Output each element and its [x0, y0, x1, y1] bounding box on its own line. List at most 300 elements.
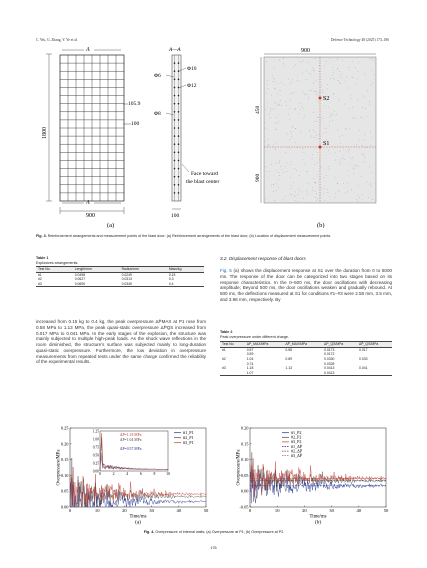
- t2-cell: [283, 371, 322, 376]
- stipple-dot: [300, 81, 301, 82]
- stipple-dot: [297, 75, 298, 76]
- x-tick-label: 20: [302, 508, 307, 513]
- stipple-dot: [333, 70, 334, 71]
- stipple-dot: [333, 94, 334, 95]
- x-axis-label: Time/ms: [309, 514, 327, 520]
- stipple-dot: [309, 130, 310, 131]
- stipple-dot: [333, 93, 334, 94]
- dim-100-a: 100: [131, 121, 140, 127]
- stipple-dot: [299, 61, 300, 62]
- stipple-dot: [265, 123, 266, 124]
- stipple-dot: [275, 149, 276, 150]
- stipple-dot: [283, 63, 284, 64]
- t2-cell: 1.07: [245, 371, 284, 376]
- rebar-dot: [178, 152, 180, 154]
- x-tick-label: 10: [94, 508, 100, 513]
- section-mark-bottom: A: [86, 200, 90, 206]
- fig4-caption-label: Fig. 4.: [143, 530, 155, 534]
- t1-header: Length/mm: [73, 267, 120, 273]
- inset-x-tick-label: 2: [112, 472, 115, 476]
- y-tick-label: 0.20: [60, 441, 69, 447]
- stipple-dot: [328, 192, 329, 193]
- x-tick-label: 40: [356, 508, 362, 513]
- legend-label: #3_P1: [183, 440, 194, 445]
- stipple-dot: [319, 134, 320, 135]
- stipple-dot: [351, 98, 352, 99]
- stipple-dot: [307, 194, 308, 195]
- stipple-dot: [363, 140, 364, 141]
- stipple-dot: [332, 120, 333, 121]
- stipple-dot: [318, 102, 319, 103]
- section-mark-top: A: [86, 47, 90, 53]
- stipple-dot: [265, 141, 266, 142]
- stipple-dot: [291, 188, 292, 189]
- stipple-dot: [322, 85, 323, 86]
- stipple-dot: [294, 66, 295, 67]
- stipple-dot: [270, 108, 271, 109]
- stipple-dot: [332, 75, 333, 76]
- stipple-dot: [337, 68, 338, 69]
- stipple-dot: [312, 154, 313, 155]
- stipple-dot: [334, 115, 335, 116]
- stipple-dot: [361, 176, 362, 177]
- stipple-dot: [360, 117, 361, 118]
- stipple-dot: [333, 78, 334, 79]
- stipple-dot: [323, 193, 324, 194]
- stipple-dot: [309, 90, 310, 91]
- x-tick-label: 0: [68, 508, 72, 513]
- stipple-dot: [318, 94, 319, 95]
- stipple-dot: [346, 77, 347, 78]
- stipple-dot: [351, 94, 352, 95]
- stipple-dot: [347, 150, 348, 151]
- rebar-dot: [178, 70, 180, 72]
- stipple-dot: [311, 137, 312, 138]
- stipple-dot: [315, 197, 316, 198]
- stipple-dot: [363, 154, 364, 155]
- stipple-dot: [340, 83, 341, 84]
- stipple-dot: [370, 104, 371, 105]
- stipple-dot: [306, 190, 307, 191]
- section-label: A—A: [169, 47, 181, 53]
- stipple-dot: [265, 128, 266, 129]
- stipple-dot: [280, 166, 281, 167]
- inset-y-tick-label: 0.50: [92, 453, 99, 458]
- stipple-dot: [306, 95, 307, 96]
- stipple-dot: [277, 105, 278, 106]
- stipple-dot: [298, 113, 299, 114]
- stipple-dot: [315, 58, 316, 59]
- t2-header: Test No.: [220, 342, 245, 348]
- stipple-dot: [360, 140, 361, 141]
- rebar-dot: [178, 111, 180, 113]
- rebar-dot: [178, 79, 180, 81]
- stipple-dot: [299, 103, 300, 104]
- stipple-dot: [317, 162, 318, 163]
- inset-y-tick-label: 0.25: [92, 461, 99, 466]
- stipple-dot: [307, 171, 308, 172]
- stipple-dot: [290, 194, 291, 195]
- stipple-dot: [322, 92, 323, 93]
- stipple-dot: [339, 71, 340, 72]
- fig3-caption-label: Fig. 3.: [36, 234, 47, 238]
- stipple-dot: [314, 164, 315, 165]
- stipple-dot: [292, 79, 293, 80]
- rebar-dot: [178, 103, 180, 105]
- stipple-dot: [267, 80, 268, 81]
- legend-label: #2_P1: [183, 435, 194, 440]
- stipple-dot: [279, 175, 280, 176]
- t2-cell: #3: [222, 366, 226, 371]
- stipple-dot: [328, 166, 329, 167]
- stipple-dot: [371, 173, 372, 174]
- stipple-dot: [356, 68, 357, 69]
- t1-cell: #2: [38, 277, 42, 282]
- stipple-dot: [296, 170, 297, 171]
- t2-cell: 0.89: [285, 357, 292, 362]
- inset-x-tick-label: 0: [99, 472, 101, 476]
- label-phi8: Φ8: [154, 111, 161, 117]
- stipple-dot: [372, 70, 373, 71]
- stipple-dot: [342, 158, 343, 159]
- stipple-dot: [286, 171, 287, 172]
- rebar-dot: [178, 160, 180, 162]
- stipple-dot: [357, 201, 358, 202]
- stipple-dot: [297, 201, 298, 202]
- stipple-dot: [334, 111, 335, 112]
- stipple-dot: [304, 116, 305, 117]
- subfigure-label: (b): [314, 519, 322, 525]
- stipple-dot: [278, 122, 279, 123]
- stipple-dot: [288, 114, 289, 115]
- stipple-dot: [341, 77, 342, 78]
- stipple-dot: [294, 195, 295, 196]
- stipple-dot: [369, 101, 370, 102]
- stipple-dot: [303, 148, 304, 149]
- stipple-dot: [266, 171, 267, 172]
- stipple-dot: [316, 92, 317, 93]
- point-s2: [319, 97, 322, 100]
- stipple-dot: [281, 105, 282, 106]
- stipple-dot: [335, 193, 336, 194]
- stipple-dot: [357, 195, 358, 196]
- section-text: (a) shows the displacement response at S1 over the duration from 0 to 5000 ms. The response of the door can be categorized into two stages based on its response characteristics. In the 0–500 ms, the door oscillations with decreasing amplitude; Beyond 500 ms, the door oscillations weaken and gradually rebound. At 500 ms, the deflections measured at S1 for conditions #1–#3 were 2.58 mm, 3.5 mm, and 3.98 mm, respectively. By: [220, 268, 393, 302]
- stipple-dot: [370, 132, 371, 133]
- inset-annotation: ΔP=1.18 MPa: [120, 433, 142, 437]
- stipple-dot: [268, 129, 269, 130]
- stipple-dot: [349, 108, 350, 109]
- stipple-dot: [357, 79, 358, 80]
- stipple-dot: [274, 67, 275, 68]
- stipple-dot: [275, 122, 276, 123]
- stipple-dot: [283, 58, 284, 59]
- t2-cell: 0.033: [359, 357, 368, 362]
- stipple-dot: [280, 100, 281, 101]
- plot-frame: [250, 428, 386, 507]
- stipple-dot: [339, 98, 340, 99]
- stipple-dot: [308, 99, 309, 100]
- stipple-dot: [278, 60, 279, 61]
- stipple-dot: [342, 60, 343, 61]
- stipple-dot: [304, 94, 305, 95]
- t2-header: ΔP̄_QS/MPa: [357, 342, 392, 348]
- stipple-dot: [265, 109, 266, 110]
- stipple-dot: [302, 192, 303, 193]
- stipple-dot: [291, 194, 292, 195]
- stipple-dot: [268, 178, 269, 179]
- stipple-dot: [287, 134, 288, 135]
- rebar-dot: [174, 143, 176, 145]
- stipple-dot: [290, 139, 291, 140]
- subfigure-label: (a): [135, 519, 141, 525]
- stipple-dot: [330, 58, 331, 59]
- rebar-dot: [174, 79, 176, 81]
- stipple-dot: [335, 152, 336, 153]
- stipple-dot: [326, 61, 327, 62]
- t2-cell: 0.0173: [324, 347, 335, 352]
- table-row: [36, 282, 204, 287]
- stipple-dot: [313, 131, 314, 132]
- label-phi6: Φ6: [154, 73, 161, 79]
- y-axis-label: Overpressure/MPa: [236, 449, 242, 486]
- stipple-dot: [295, 192, 296, 193]
- dim-105-9: 105.9: [128, 101, 141, 107]
- stipple-dot: [273, 191, 274, 192]
- stipple-dot: [346, 128, 347, 129]
- stipple-dot: [316, 200, 317, 201]
- y-tick-label: 0.15: [240, 441, 249, 447]
- t1-cell: 0.0498: [74, 272, 86, 277]
- stipple-dot: [356, 83, 357, 84]
- stipple-dot: [343, 183, 344, 184]
- t2-cell: 1.18: [246, 366, 254, 371]
- label-s2: S2: [323, 96, 330, 102]
- stipple-dot: [329, 117, 330, 118]
- stipple-dot: [340, 159, 341, 160]
- rebar-dot: [178, 184, 180, 186]
- stipple-dot: [299, 175, 300, 176]
- t2-cell: 0.0172: [324, 352, 335, 357]
- stipple-dot: [278, 83, 279, 84]
- stipple-dot: [275, 143, 276, 144]
- stipple-dot: [309, 131, 310, 132]
- stipple-dot: [329, 125, 330, 126]
- face-label-1: Face toward: [191, 171, 219, 177]
- stipple-dot: [295, 142, 296, 143]
- fig5-link[interactable]: Fig. 5: [220, 268, 232, 273]
- inset-x-tick-label: 6: [139, 472, 142, 476]
- stipple-dot: [339, 191, 340, 192]
- rebar-dot: [174, 70, 176, 72]
- stipple-dot: [340, 164, 341, 165]
- stipple-dot: [295, 108, 296, 109]
- stipple-dot: [348, 191, 349, 192]
- stipple-dot: [364, 157, 365, 158]
- t1-cell: 0.4: [167, 282, 204, 287]
- stipple-dot: [329, 197, 330, 198]
- running-authors: C. Wu, G. Zhang, Y. Ye et al.: [36, 38, 78, 42]
- stipple-dot: [287, 162, 288, 163]
- stipple-dot: [282, 169, 283, 170]
- t1-cell: 0.0313: [121, 277, 132, 282]
- stipple-dot: [278, 102, 279, 103]
- stipple-dot: [330, 78, 331, 79]
- stipple-dot: [341, 74, 342, 75]
- stipple-dot: [363, 96, 364, 97]
- stipple-dot: [314, 82, 315, 83]
- stipple-dot: [268, 145, 269, 146]
- stipple-dot: [313, 178, 314, 179]
- stipple-dot: [274, 61, 275, 62]
- stipple-dot: [290, 93, 291, 94]
- stipple-dot: [321, 117, 322, 118]
- stipple-dot: [275, 88, 276, 89]
- fig3-caption-text: Reinforcement arrangements and measurement points of the blast door: (a) Reinforcement arrangements of the blast door; (b) Location of displacement measurement points.: [47, 234, 332, 238]
- stipple-dot: [301, 106, 302, 107]
- stipple-dot: [358, 62, 359, 63]
- stipple-dot: [314, 121, 315, 122]
- figure-4-caption: [36, 530, 392, 535]
- inset-y-tick-label: 1.00: [92, 437, 99, 442]
- stipple-dot: [274, 78, 275, 79]
- stipple-dot: [283, 84, 284, 85]
- stipple-dot: [356, 144, 357, 145]
- stipple-dot: [293, 126, 294, 127]
- stipple-dot: [362, 162, 363, 163]
- stipple-dot: [359, 197, 360, 198]
- stipple-dot: [365, 134, 366, 135]
- stipple-dot: [349, 149, 350, 150]
- stipple-dot: [354, 146, 355, 147]
- stipple-dot: [304, 152, 305, 153]
- stipple-dot: [326, 175, 327, 176]
- stipple-dot: [294, 109, 295, 110]
- y-tick-label: 0.10: [240, 457, 249, 463]
- stipple-dot: [370, 184, 371, 185]
- stipple-dot: [344, 104, 345, 105]
- table-2-heading: [220, 330, 289, 339]
- stipple-dot: [326, 132, 327, 133]
- t2-cell: 1.04: [246, 357, 254, 362]
- stipple-dot: [344, 159, 345, 160]
- t2-cell: 0.0413: [324, 366, 335, 371]
- t1-cell: 0.0249: [121, 272, 132, 277]
- t2-cell: #1: [222, 347, 226, 352]
- stipple-dot: [303, 198, 304, 199]
- stipple-dot: [348, 152, 349, 153]
- stipple-dot: [319, 65, 320, 66]
- stipple-dot: [321, 188, 322, 189]
- stipple-dot: [291, 162, 292, 163]
- x-tick-label: 50: [203, 508, 209, 513]
- stipple-dot: [340, 151, 341, 152]
- stipple-dot: [334, 79, 335, 80]
- label-phi12: Φ12: [187, 83, 197, 89]
- t1-cell: 0.15: [168, 272, 176, 277]
- stipple-dot: [295, 64, 296, 65]
- stipple-dot: [277, 93, 278, 94]
- stipple-dot: [307, 94, 308, 95]
- stipple-dot: [290, 131, 291, 132]
- rebar-dot: [178, 168, 180, 170]
- stipple-dot: [372, 83, 373, 84]
- stipple-dot: [374, 74, 375, 75]
- stipple-dot: [285, 166, 286, 167]
- stipple-dot: [285, 196, 286, 197]
- stipple-dot: [370, 184, 371, 185]
- y-tick-label: 0.05: [60, 488, 69, 494]
- stipple-dot: [309, 73, 310, 74]
- stipple-dot: [324, 177, 325, 178]
- stipple-dot: [271, 164, 272, 165]
- stipple-dot: [279, 162, 280, 163]
- stipple-dot: [359, 130, 360, 131]
- stipple-dot: [362, 118, 363, 119]
- stipple-dot: [316, 121, 317, 122]
- stipple-dot: [367, 182, 368, 183]
- stipple-dot: [295, 200, 296, 201]
- fig4-caption-text: Overpressure of internal walls: (a) Overpressure at P1; (b) Overpressure at P2.: [155, 530, 285, 534]
- rebar-dot: [174, 119, 176, 121]
- stipple-dot: [342, 135, 343, 136]
- t2-header: ΔP_MAX/MPa: [245, 342, 284, 348]
- legend-label: #1_P2: [291, 430, 302, 435]
- stipple-dot: [325, 200, 326, 201]
- stipple-dot: [339, 82, 340, 83]
- stipple-dot: [337, 80, 338, 81]
- y-tick-label: 0.00: [60, 504, 69, 510]
- figure-3-caption: [36, 234, 392, 239]
- rebar-dot: [174, 103, 176, 105]
- stipple-dot: [358, 186, 359, 187]
- legend-label: #3_ΔP̄: [291, 453, 303, 458]
- stipple-dot: [303, 159, 304, 160]
- inset-x-tick-label: 10: [166, 472, 170, 476]
- stipple-dot: [268, 139, 269, 140]
- stipple-dot: [362, 194, 363, 195]
- stipple-dot: [278, 187, 279, 188]
- stipple-dot: [269, 171, 270, 172]
- t2-cell: 0.59: [246, 352, 254, 357]
- t1-cell: 0.3: [168, 277, 174, 282]
- inset-x-tick-label: 4: [126, 472, 129, 476]
- rebar-dot: [178, 119, 180, 121]
- stipple-dot: [274, 78, 275, 79]
- stipple-dot: [372, 199, 373, 200]
- stipple-dot: [347, 170, 348, 171]
- rebar-dot: [174, 135, 176, 137]
- inset-y-tick-label: 0.00: [92, 469, 99, 474]
- stipple-dot: [303, 91, 304, 92]
- dim-900-a: 900: [86, 213, 95, 219]
- stipple-dot: [280, 95, 281, 96]
- stipple-dot: [324, 188, 325, 189]
- stipple-dot: [287, 147, 288, 148]
- stipple-dot: [365, 108, 366, 109]
- stipple-dot: [301, 131, 302, 132]
- stipple-dot: [270, 111, 271, 112]
- stipple-dot: [278, 172, 279, 173]
- y-tick-label: 0.00: [240, 488, 249, 494]
- table-row: [220, 371, 392, 376]
- stipple-dot: [349, 70, 350, 71]
- rebar-dot: [174, 87, 176, 89]
- t1-cell: 0.0345: [120, 282, 167, 287]
- rebar-dot: [174, 127, 176, 129]
- stipple-dot: [271, 185, 272, 186]
- rebar-dot: [178, 95, 180, 97]
- stipple-dot: [349, 129, 350, 130]
